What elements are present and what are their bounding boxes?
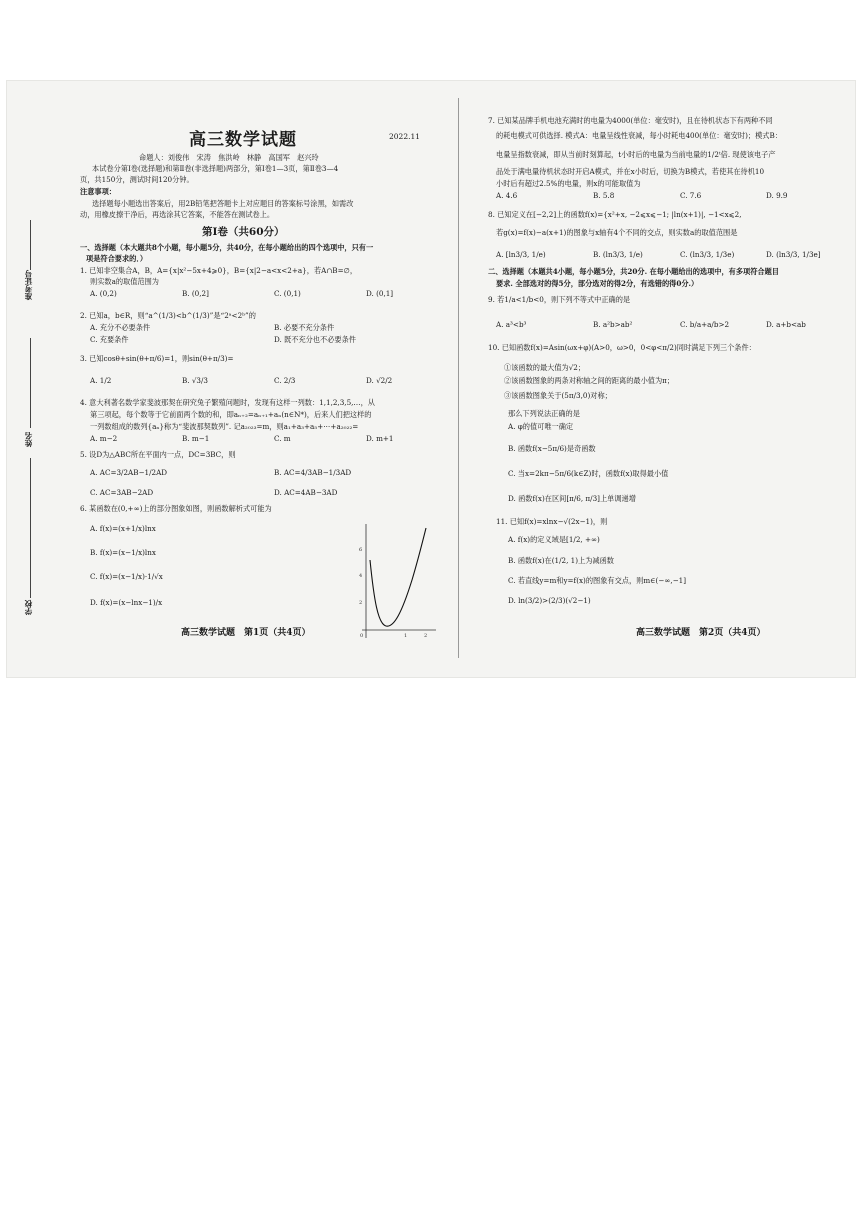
notice-heading: 注意事项：	[80, 187, 116, 196]
side-label-name: 姓名	[24, 432, 33, 447]
q1-option-a: A. (0,2)	[90, 289, 117, 298]
side-line	[30, 220, 31, 270]
side-label-exam-number: 准考证号	[24, 270, 33, 300]
q9-stem: 9. 若1/a<1/b<0，则下列不等式中正确的是	[488, 295, 631, 304]
q8-option-a: A. [ln3/3, 1/e)	[496, 250, 546, 259]
q4-stem-line-1: 4. 意大利著名数学家斐波那契在研究兔子繁殖问题时，发现有这样一列数：1,1,2,3,5,…，从	[80, 398, 375, 407]
intro-line-1: 本试卷分第Ⅰ卷(选择题)和第Ⅱ卷(非选择题)两部分，第Ⅰ卷1—3页，第Ⅱ卷3—4	[92, 164, 339, 173]
q10-condition-1: ①该函数的最大值为√2；	[504, 363, 586, 372]
section-title: 第Ⅰ卷（共60分）	[202, 226, 285, 238]
q8-stem-line-2: 若g(x)=f(x)−a(x+1)的图象与x轴有4个不同的交点，则实数a的取值范围是	[496, 228, 738, 237]
q2-option-c: C. 充要条件	[90, 335, 129, 344]
q6-option-a: A. f(x)=(x+1/x)lnx	[90, 524, 156, 533]
q7-stem-line-4: 品处于满电量待机状态时开启A模式，并在x小时后，切换为B模式，若使其在待机10	[496, 167, 765, 176]
page-2-footer: 高三数学试题 第2页（共4页）	[636, 628, 766, 638]
q3-option-b: B. √3/3	[182, 376, 208, 385]
q6-stem: 6. 某函数在(0,+∞)上的部分图象如图，则函数解析式可能为	[80, 504, 272, 513]
q7-stem-line-5: 小时后有超过2.5%的电量，则x的可能取值为	[496, 179, 641, 188]
q2-option-b: B. 必要不充分条件	[274, 323, 335, 332]
part2-header-line-1: 二、选择题（本题共4小题，每小题5分，共20分. 在每小题给出的选项中，有多项符合题目	[488, 267, 779, 276]
q1-option-c: C. (0,1)	[274, 289, 301, 298]
q10-option-b: B. 函数f(x−5π/6)是奇函数	[508, 444, 596, 453]
q5-stem: 5. 设D为△ABC所在平面内一点，DC=3BC，则	[80, 450, 236, 459]
q4-option-c: C. m	[274, 434, 291, 443]
exam-title: 高三数学试题	[189, 130, 297, 150]
q2-stem: 2. 已知a，b∈R，则“a^(1/3)<b^(1/3)”是“2ᵃ<2ᵇ”的	[80, 311, 256, 320]
y-tick-label: 6	[359, 547, 363, 553]
q4-stem-line-3: 一列数组成的数列{aₙ}称为“斐波那契数列”. 记a₂₀₂₃=m，则a₁+a₃+a₅+⋯+a₂₀₂₂=	[90, 422, 359, 431]
q4-option-b: B. m−1	[182, 434, 210, 443]
x-tick-label: 2	[424, 633, 428, 639]
notice-line-2: 动，用橡皮擦干净后，再选涂其它答案，不能答在测试卷上。	[80, 210, 275, 219]
side-line	[30, 338, 31, 428]
intro-line-2: 页，共150分，测试时间120分钟。	[80, 175, 194, 184]
part2-header-line-2: 要求. 全部选对的得5分，部分选对的得2分，有选错的得0分.）	[496, 279, 699, 288]
q11-option-b: B. 函数f(x)在(1/2, 1)上为减函数	[508, 556, 614, 565]
x-tick-label: 1	[404, 633, 408, 639]
exam-date: 2022.11	[389, 132, 421, 141]
q5-option-a: A. AC=3/2AB−1/2AD	[90, 468, 168, 477]
q8-option-d: D. (ln3/3, 1/3e]	[766, 250, 821, 259]
q9-option-a: A. a³<b³	[496, 320, 527, 329]
exam-page-2	[458, 80, 856, 678]
q2-option-d: D. 既不充分也不必要条件	[274, 335, 356, 344]
scanned-exam-sheet	[6, 80, 856, 678]
q6-option-b: B. f(x)=(x−1/x)lnx	[90, 548, 156, 557]
q1-stem-line-1: 1. 已知非空集合A，B，A={x|x²−5x+4⩾0}，B={x|2−a<x<2+a}，若A∩B=∅，	[80, 266, 358, 275]
q9-option-c: C. b/a+a/b>2	[680, 320, 730, 329]
page-1-footer: 高三数学试题 第1页（共4页）	[181, 628, 311, 638]
q10-prompt: 那么下列说法正确的是	[508, 409, 580, 418]
y-tick-label: 2	[359, 600, 363, 606]
q7-option-d: D. 9.9	[766, 191, 788, 200]
q5-option-b: B. AC=4/3AB−1/3AD	[274, 468, 352, 477]
q3-option-d: D. √2/2	[366, 376, 393, 385]
q10-option-c: C. 当x=2kπ−5π/6(k∈Z)时，函数f(x)取得最小值	[508, 469, 669, 478]
function-curve	[370, 528, 426, 626]
q7-stem-line-3: 电量呈指数衰减，即从当前时刻算起，t小时后的电量为当前电量的1/2ᵗ倍. 现使该电子产	[496, 150, 776, 159]
part1-header-line-2: 项是符合要求的．）	[86, 254, 148, 263]
part1-header-line-1: 一、选择题（本大题共8个小题，每小题5分，共40分，在每小题给出的四个选项中，只有一	[80, 243, 374, 252]
side-label-school: 学校	[24, 600, 33, 615]
q7-option-c: C. 7.6	[680, 191, 702, 200]
q11-option-c: C. 若直线y=m和y=f(x)的图象有交点，则m∈(−∞,−1]	[508, 576, 687, 585]
q3-stem: 3. 已知cosθ+sin(θ+π/6)=1，则sin(θ+π/3)=	[80, 354, 234, 363]
q4-stem-line-2: 第三项起，每个数等于它前面两个数的和，即aₙ₊₂=aₙ₊₁+aₙ(n∈N*)，后来人们把这样的	[90, 410, 372, 419]
q7-stem-line-2: 的耗电模式可供选择. 模式A：电量呈线性衰减，每小时耗电400(单位：毫安时)；模式B：	[496, 131, 782, 140]
y-tick-label: 4	[359, 573, 363, 579]
q9-option-b: B. a²b>ab²	[593, 320, 633, 329]
q7-option-a: A. 4.6	[496, 191, 518, 200]
q10-condition-2: ②该函数图象的两条对称轴之间的距离的最小值为π；	[504, 376, 675, 385]
q10-option-d: D. 函数f(x)在区间[π/6, π/3]上单调递增	[508, 494, 636, 503]
notice-line-1: 选择题每小题选出答案后，用2B铅笔把答题卡上对应题目的答案标号涂黑，如需改	[92, 199, 354, 208]
q4-option-a: A. m−2	[90, 434, 118, 443]
q1-option-b: B. (0,2]	[182, 289, 209, 298]
q10-condition-3: ③该函数图象关于(5π/3,0)对称；	[504, 391, 612, 400]
q11-option-d: D. ln(3/2)>(2/3)(√2−1)	[508, 596, 591, 605]
q8-option-b: B. (ln3/3, 1/e)	[593, 250, 643, 259]
q1-stem-line-2: 则实数a的取值范围为	[90, 277, 159, 286]
q9-option-d: D. a+b<ab	[766, 320, 806, 329]
q11-stem: 11. 已知f(x)=xlnx−√(2x−1)，则	[496, 517, 608, 526]
q8-stem-line-1: 8. 已知定义在[−2,2]上的函数f(x)={x²+x, −2⩽x⩽−1; |ln(x+1)|, −1<x⩽2,	[488, 210, 742, 219]
q5-option-c: C. AC=3AB−2AD	[90, 488, 154, 497]
q8-option-c: C. (ln3/3, 1/3e)	[680, 250, 735, 259]
q11-option-a: A. f(x)的定义域是[1/2, +∞)	[508, 535, 600, 544]
q5-option-d: D. AC=4AB−3AD	[274, 488, 338, 497]
origin-label: 0	[360, 633, 364, 639]
q3-option-c: C. 2/3	[274, 376, 296, 385]
q7-stem-line-1: 7. 已知某品牌手机电池充满时的电量为4000(单位：毫安时)，且在待机状态下有两种不同	[488, 116, 773, 125]
q6-function-graph	[348, 520, 440, 642]
authors: 命题人：刘俊伟 宋涛 焦洪岭 林静 高国军 赵兴玲	[139, 153, 319, 162]
q3-option-a: A. 1/2	[90, 376, 112, 385]
q6-option-c: C. f(x)=(x−1/x)·1/√x	[90, 572, 163, 581]
q10-option-a: A. φ的值可唯一确定	[508, 422, 574, 431]
q7-option-b: B. 5.8	[593, 191, 615, 200]
q2-option-a: A. 充分不必要条件	[90, 323, 151, 332]
q1-option-d: D. (0,1]	[366, 289, 394, 298]
q4-option-d: D. m+1	[366, 434, 394, 443]
q10-stem: 10. 已知函数f(x)=Asin(ωx+φ)(A>0，ω>0，0<φ<π/2)同时满足下列三个条件：	[488, 343, 756, 352]
side-line	[30, 458, 31, 598]
exam-page-1	[6, 80, 456, 678]
q6-option-d: D. f(x)=(x−lnx−1)/x	[90, 598, 163, 607]
